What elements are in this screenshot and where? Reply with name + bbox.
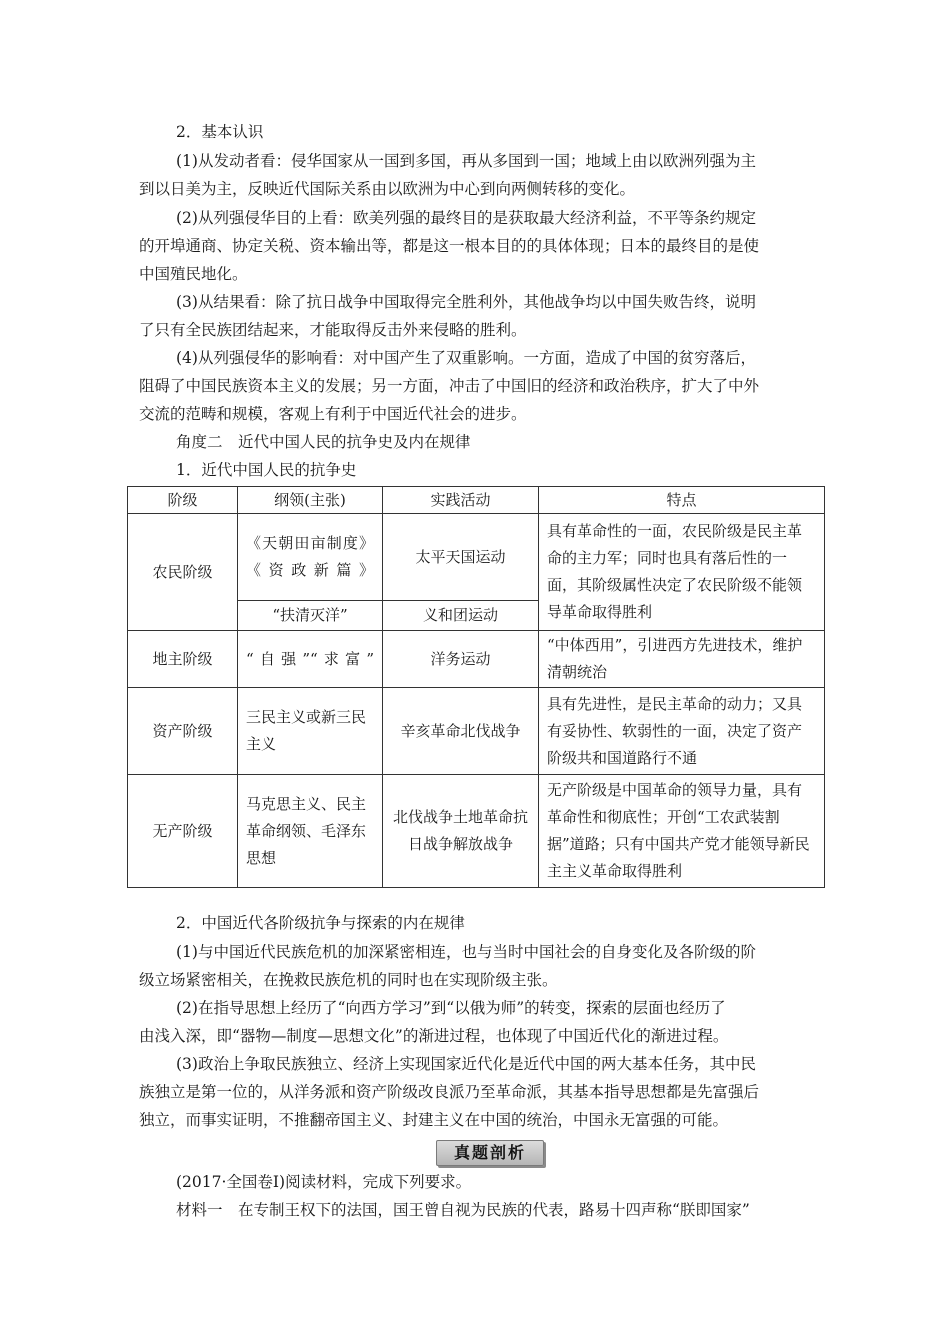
section-banner: 真题剖析 bbox=[436, 1140, 544, 1166]
paragraph-2-line-1: (2)从列强侵华目的上看：欧美列强的最终目的是获取最大经济利益，不平等条约规定 bbox=[176, 209, 756, 227]
rule-2-line-2: 由浅入深，即“器物—制度—思想文化”的渐进过程，也体现了中国近代化的渐进过程。 bbox=[139, 1027, 729, 1045]
question-source: (2017·全国卷Ⅰ)阅读材料，完成下列要求。 bbox=[176, 1173, 472, 1191]
program-cell: 马克思主义、民主革命纲领、毛泽东思想 bbox=[238, 775, 383, 888]
feature-cell: 无产阶级是中国革命的领导力量，具有革命性和彻底性；开创“工农武装割据”道路；只有中国共产党才能领导新民主主义革命取得胜利 bbox=[539, 775, 825, 888]
activity-cell: 辛亥革命北伐战争 bbox=[383, 688, 539, 775]
activity-cell: 北伐战争土地革命抗日战争解放战争 bbox=[383, 775, 539, 888]
angle-two-heading: 角度二 近代中国人民的抗争史及内在规律 bbox=[176, 433, 471, 451]
section-heading-basic-understanding: 2．基本认识 bbox=[176, 123, 264, 141]
table-row bbox=[128, 514, 825, 601]
header-activity: 实践活动 bbox=[383, 487, 539, 514]
activity-cell: 太平天国运动 bbox=[383, 514, 539, 601]
header-feature: 特点 bbox=[539, 487, 825, 514]
rule-1-line-1: (1)与中国近代民族危机的加深紧密相连，也与当时中国社会的自身变化及各阶级的阶 bbox=[176, 943, 756, 961]
paragraph-3-line-1: (3)从结果看：除了抗日战争中国取得完全胜利外，其他战争均以中国失败告终，说明 bbox=[176, 293, 756, 311]
table-row bbox=[128, 688, 825, 775]
rule-2-line-1: (2)在指导思想上经历了“向西方学习”到“以俄为师”的转变，探索的层面也经历了 bbox=[176, 999, 726, 1017]
material-one-line: 材料一 在专制王权下的法国，国王曾自视为民族的代表，路易十四声称“朕即国家” bbox=[176, 1201, 750, 1219]
table-row bbox=[128, 775, 825, 888]
header-program: 纲领(主张) bbox=[238, 487, 383, 514]
rules-heading: 2．中国近代各阶级抗争与探索的内在规律 bbox=[176, 914, 465, 932]
feature-cell: 具有先进性，是民主革命的动力；又具有妥协性、软弱性的一面，决定了资产阶级共和国道路行不通 bbox=[539, 688, 825, 775]
rule-3-line-1: (3)政治上争取民族独立、经济上实现国家近代化是近代中国的两大基本任务，其中民 bbox=[176, 1055, 756, 1073]
paragraph-1-line-1: (1)从发动者看：侵华国家从一国到多国，再从多国到一国；地域上由以欧洲列强为主 bbox=[176, 152, 756, 170]
paragraph-2-line-3: 中国殖民地化。 bbox=[139, 265, 248, 283]
paragraph-4-line-1: (4)从列强侵华的影响看：对中国产生了双重影响。一方面，造成了中国的贫穷落后， bbox=[176, 349, 756, 367]
paragraph-3-line-2: 了只有全民族团结起来，才能取得反击外来侵略的胜利。 bbox=[139, 321, 527, 339]
header-class: 阶级 bbox=[128, 487, 238, 514]
class-cell: 无产阶级 bbox=[128, 775, 238, 888]
rule-1-line-2: 级立场紧密相关，在挽救民族危机的同时也在实现阶级主张。 bbox=[139, 971, 558, 989]
paragraph-1-line-2: 到以日美为主，反映近代国际关系由以欧洲为中心到向两侧转移的变化。 bbox=[139, 180, 636, 198]
program-cell: “自强”“求富” bbox=[238, 631, 383, 688]
paragraph-4-line-3: 交流的范畴和规模，客观上有利于中国近代社会的进步。 bbox=[139, 405, 527, 423]
paragraph-2-line-2: 的开埠通商、协定关税、资本输出等，都是这一根本目的的具体体现；日本的最终目的是使 bbox=[139, 237, 760, 255]
rule-3-line-2: 族独立是第一位的，从洋务派和资产阶级改良派乃至革命派，其基本指导思想都是先富强后 bbox=[139, 1083, 760, 1101]
program-cell: “扶清灭洋” bbox=[238, 601, 383, 631]
class-cell: 资产阶级 bbox=[128, 688, 238, 775]
class-cell: 农民阶级 bbox=[128, 514, 238, 631]
feature-cell: “中体西用”，引进西方先进技术，维护清朝统治 bbox=[539, 631, 825, 688]
feature-cell: 具有革命性的一面，农民阶级是民主革命的主力军；同时也具有落后性的一面，其阶级属性决定了农民阶级不能领导革命取得胜利 bbox=[539, 514, 825, 631]
struggle-history-table bbox=[127, 486, 825, 888]
activity-cell: 洋务运动 bbox=[383, 631, 539, 688]
activity-cell: 义和团运动 bbox=[383, 601, 539, 631]
table-row bbox=[128, 631, 825, 688]
program-cell: 三民主义或新三民主义 bbox=[238, 688, 383, 775]
table-header-row bbox=[128, 487, 825, 514]
class-cell: 地主阶级 bbox=[128, 631, 238, 688]
rule-3-line-3: 独立，而事实证明，不推翻帝国主义、封建主义在中国的统治，中国永无富强的可能。 bbox=[139, 1111, 729, 1129]
program-cell: 《天朝田亩制度》《资政新篇》 bbox=[238, 514, 383, 601]
struggle-history-heading: 1．近代中国人民的抗争史 bbox=[176, 461, 357, 479]
paragraph-4-line-2: 阻碍了中国民族资本主义的发展；另一方面，冲击了中国旧的经济和政治秩序，扩大了中外 bbox=[139, 377, 760, 395]
